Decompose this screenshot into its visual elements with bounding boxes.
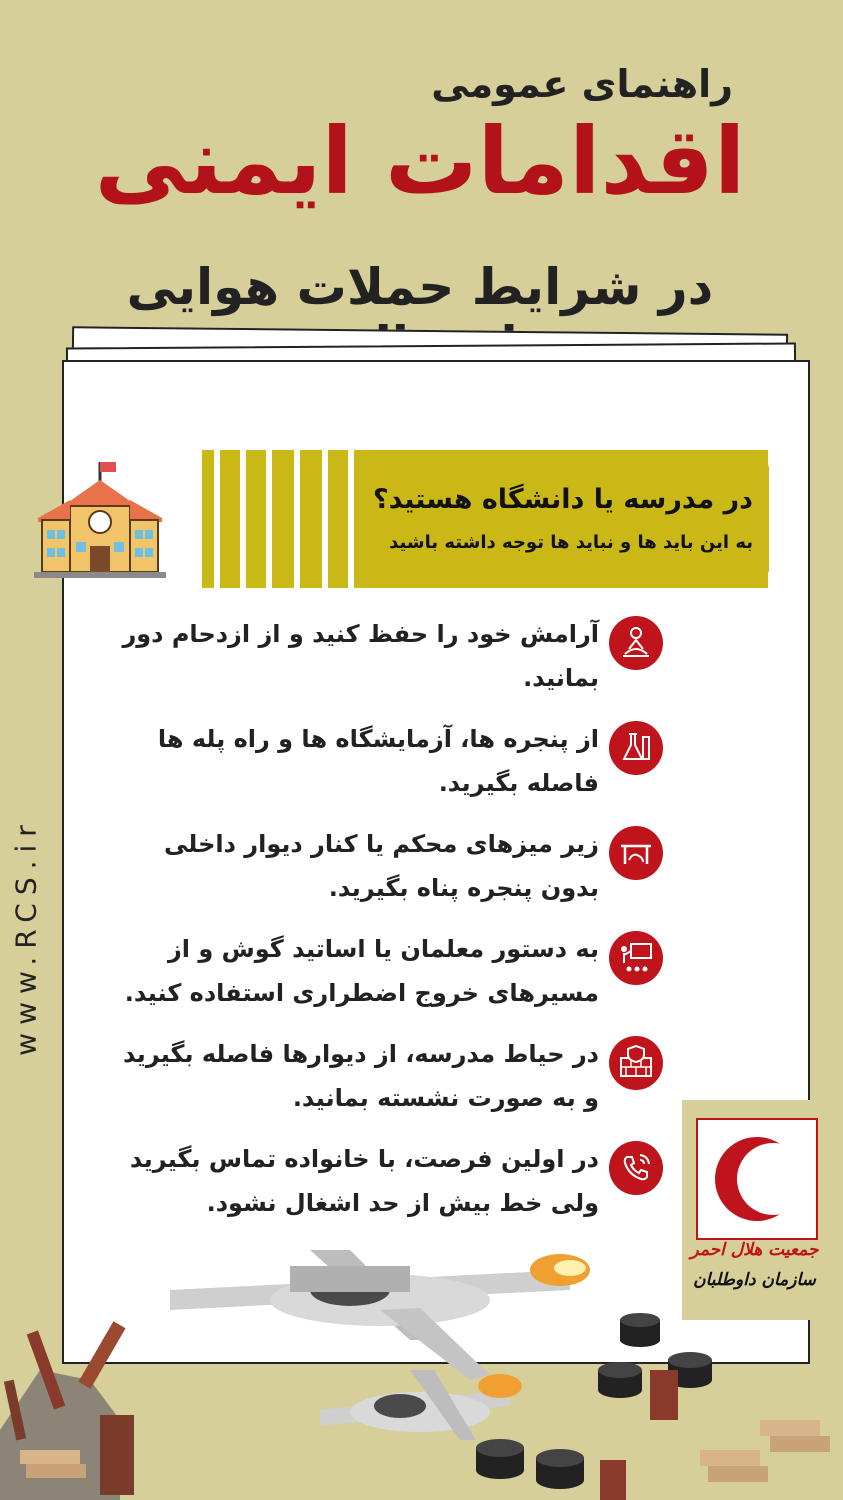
teacher-board-icon: [609, 931, 663, 985]
phone-call-icon: [609, 1141, 663, 1195]
list-item: [115, 612, 663, 702]
list-item: [115, 1032, 663, 1122]
list-item-text: زیر میزهای محکم یا کنار دیوار داخلی بدون پنجره پناه بگیرید.: [164, 830, 599, 902]
banner-note: به این باید ها و نباید ها توجه داشته باشید: [389, 532, 753, 553]
banner-question: در مدرسه یا دانشگاه هستید؟: [372, 484, 753, 515]
list-item: [115, 717, 663, 807]
list-item-text: آرامش خود را حفظ کنید و از ازدحام دور بمانید.: [122, 620, 599, 692]
website-url: www.RCS.ir: [9, 817, 43, 1056]
page-title: اقدامات ایمنی: [94, 108, 746, 215]
list-item: [115, 822, 663, 912]
lab-flask-icon: [609, 721, 663, 775]
logo-line-2: سازمان داوطلبان: [693, 1270, 816, 1290]
desk-shelter-icon: [609, 826, 663, 880]
list-item: [115, 1137, 663, 1227]
header-subtitle-2: در شرایط حملات هوایی: [126, 258, 714, 316]
wall-shield-icon: [609, 1036, 663, 1090]
header-subtitle: راهنمای عمومی: [431, 62, 733, 106]
list-item-text: به دستور معلمان یا اساتید گوش و از مسیرهای خروج اضطراری استفاده کنید.: [124, 935, 599, 1007]
list-item-text: در اولین فرصت، با خانواده تماس بگیرید ولی خط بیش از حد اشغال نشود.: [129, 1145, 599, 1217]
info-banner: [202, 450, 768, 588]
list-item-text: در حیاط مدرسه، از دیوارها فاصله بگیرید و به صورت نشسته بمانید.: [122, 1040, 599, 1112]
logo-line-1: جمعیت هلال احمر: [690, 1240, 819, 1260]
list-item-text: از پنجره ها، آزمایشگاه ها و راه پله ها فاصله بگیرید.: [157, 725, 599, 797]
meditation-icon: [609, 616, 663, 670]
list-item: [115, 927, 663, 1017]
school-building-icon: [30, 450, 170, 588]
drones-illustration: [0, 1220, 843, 1500]
